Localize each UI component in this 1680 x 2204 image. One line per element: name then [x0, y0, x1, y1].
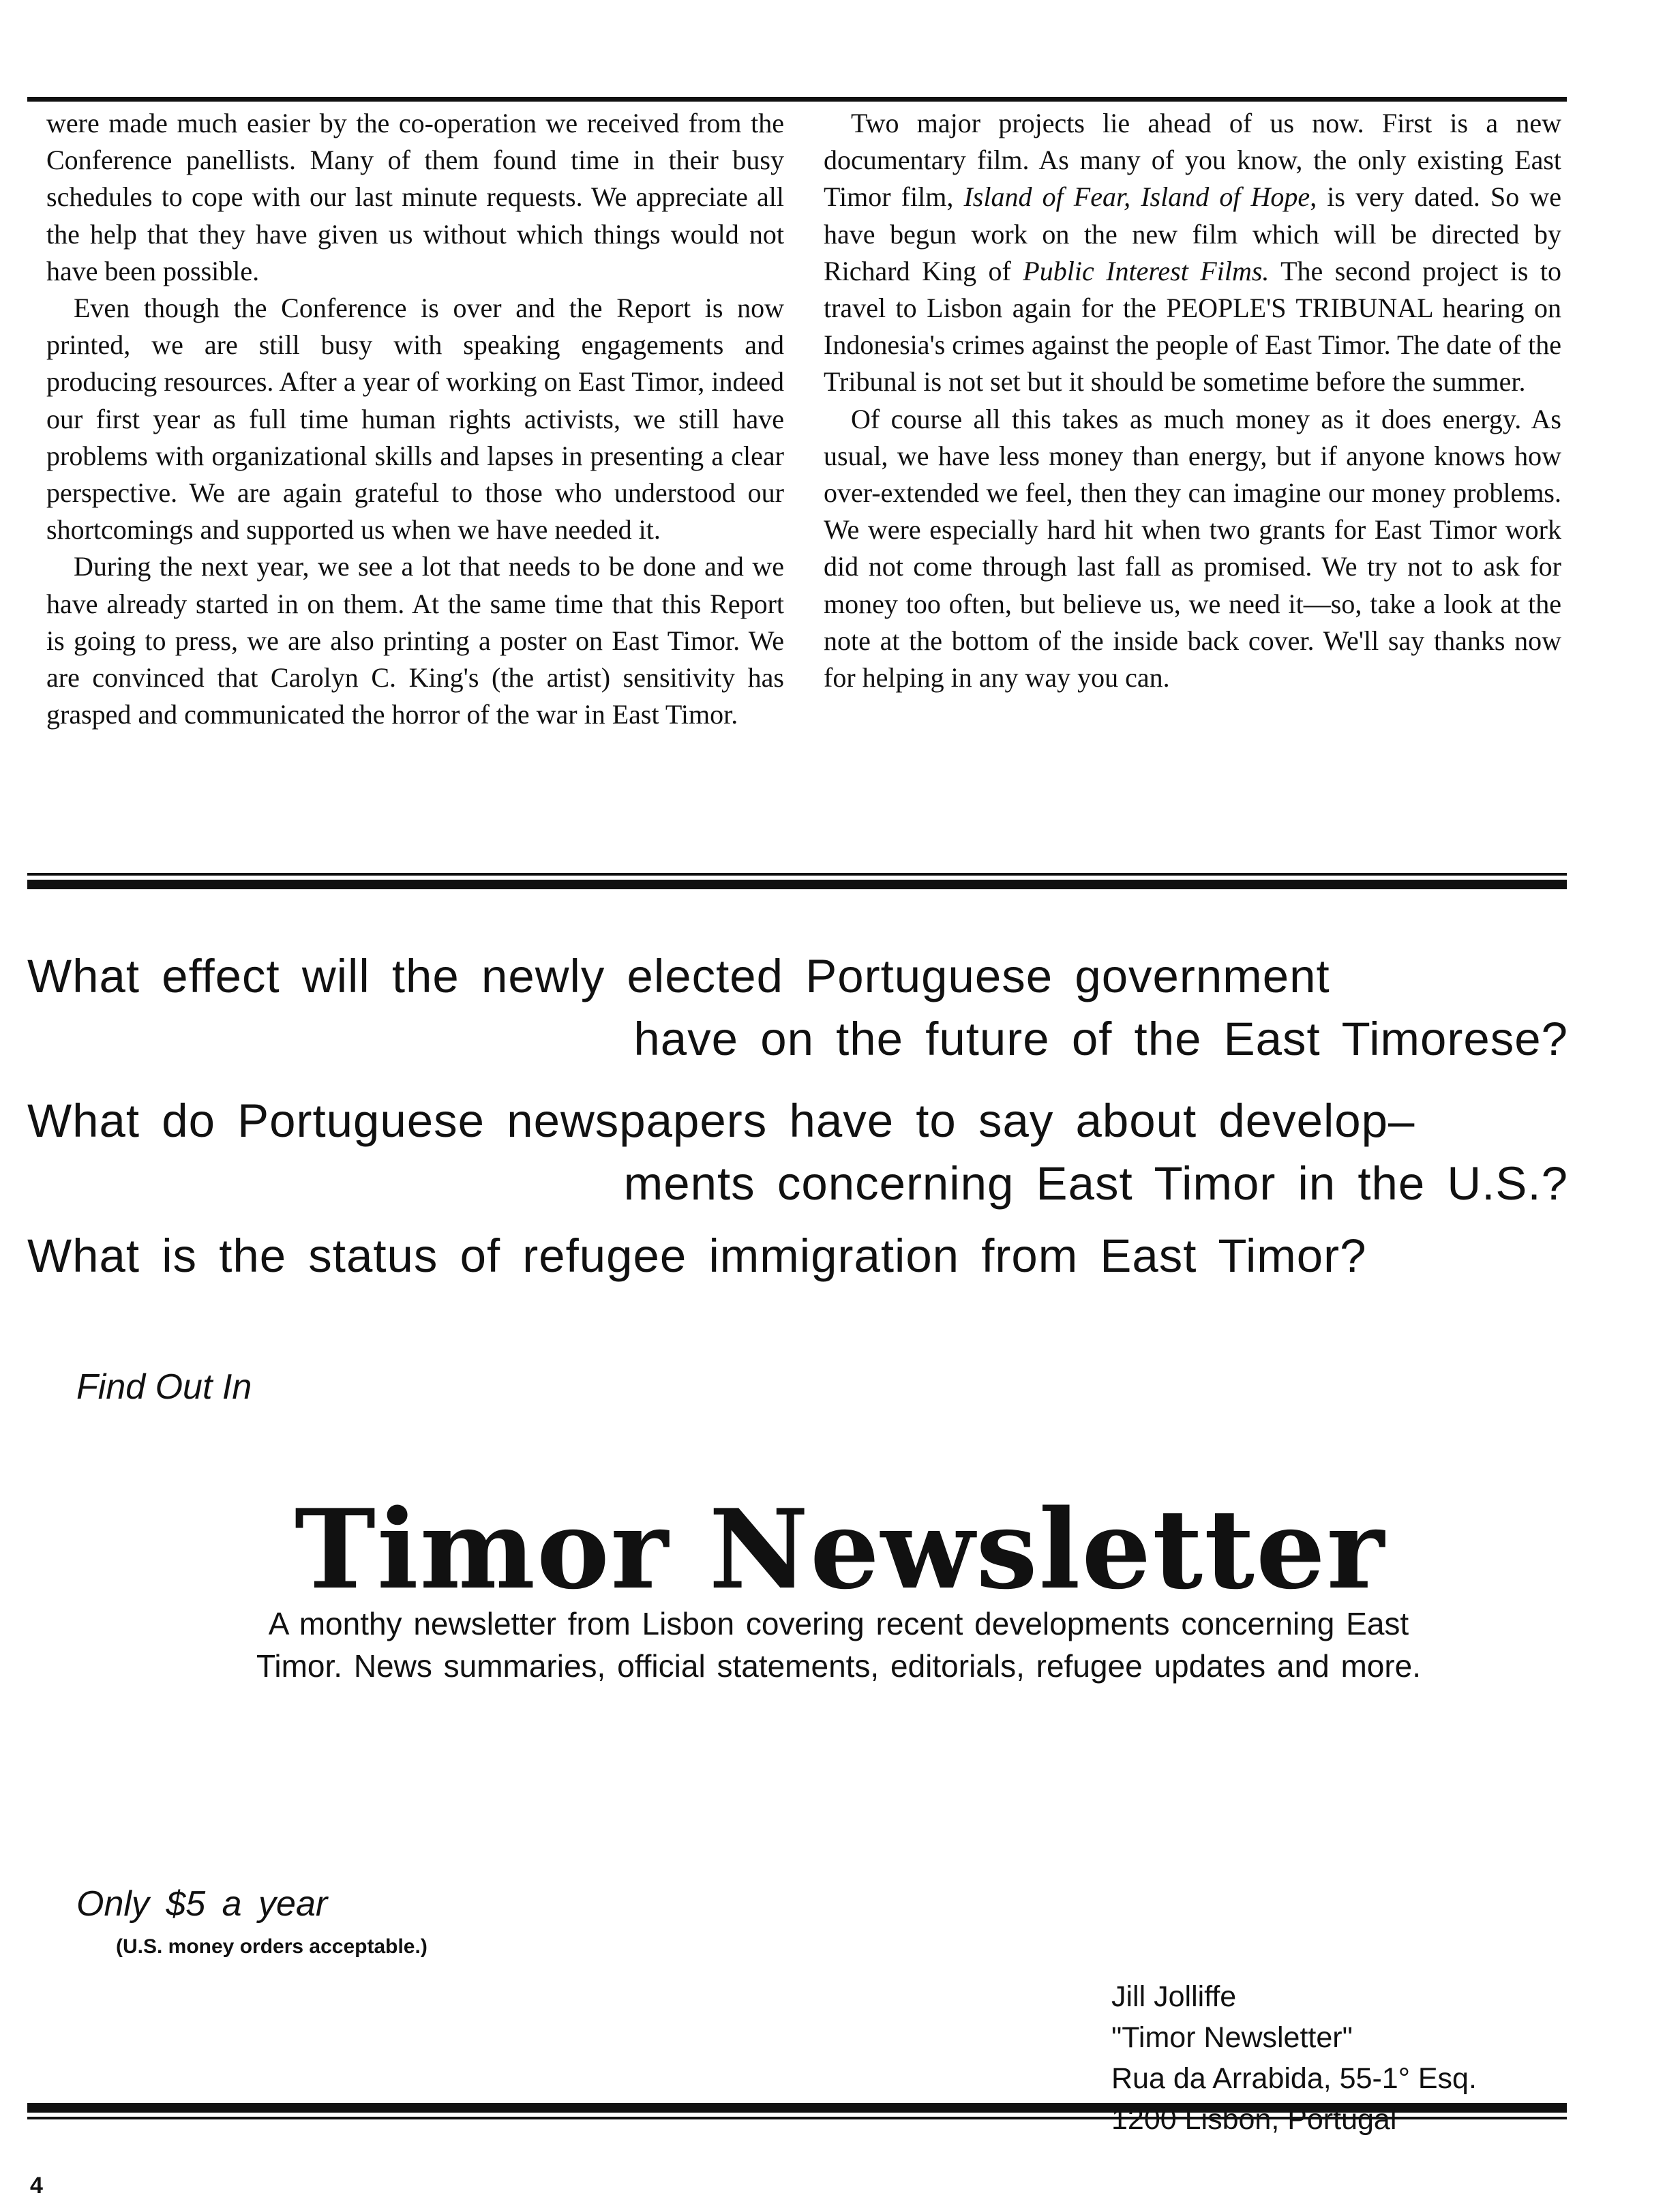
column-bottom-rule-thin	[27, 873, 1567, 876]
right-paragraph-2: Of course all this takes as much money as it does energy. As usual, we have less money than energy, but if anyone knows how over-extended we feel, then they can imagine our money problems. We were especially hard hit when two grants for East Timor work did not come through last fall as promised. We try not to ask for money too often, but believe us, we need it—so, take a look at the note at the bottom of the inside back cover. We'll say thanks now for helping in any way you can.	[824, 403, 1561, 694]
ad-question-3: What is the status of refugee immigration from East Timor?	[27, 1230, 1367, 1282]
subscription-price: Only $5 a year	[76, 1884, 328, 1924]
tagline-line-2: Timor. News summaries, official statements, editorials, refugee updates and more.	[256, 1648, 1422, 1684]
find-out-label: Find Out In	[76, 1367, 252, 1407]
payment-note: (U.S. money orders acceptable.)	[116, 1935, 427, 1958]
left-paragraph-3: During the next year, we see a lot that needs to be done and we have already started in on them. At the same time that this Report is going to press, we are also printing a poster on East Timor. We are convinced that Carolyn C. King's (the artist) sensitivity has grasped and communicated the horror of the war in East Timor.	[46, 551, 784, 730]
page-number: 4	[30, 2173, 43, 2199]
article-left-column	[46, 105, 784, 733]
tagline-line-1: A monthy newsletter from Lisbon covering recent developments concerning East	[268, 1606, 1409, 1641]
address-line-4: 1200 Lisbon, Portugal	[1111, 2103, 1397, 2136]
newsletter-masthead: Timor Newsletter	[294, 1485, 1386, 1613]
ad-question-1: What effect will the newly elected Portuguese government have on the future of the East Timorese?	[27, 950, 1568, 1065]
address-line-3: Rua da Arrabida, 55-1° Esq.	[1111, 2062, 1477, 2095]
top-rule	[27, 97, 1567, 102]
mailing-address	[1111, 1976, 1477, 2140]
address-line-2: "Timor Newsletter"	[1111, 2021, 1353, 2054]
ad-question-2: What do Portuguese newspapers have to say about develop– ments concerning East Timor in the U.S.?	[27, 1094, 1568, 1210]
left-paragraph-2: Even though the Conference is over and the Report is now printed, we are still busy with speaking engagements and producing resources. After a year of working on East Timor, indeed our first year as full time human rights activists, we still have problems with organizational skills and lapses in presenting a clear perspective. We are again grateful to those who understood our shortcomings and supported us when we have needed it.	[46, 293, 784, 546]
column-bottom-rule-thick	[27, 880, 1567, 889]
left-paragraph-1: were made much easier by the co-operation we received from the Conference panellists. Many of them found time in their busy schedules to cope with our last minute requests. We appreciate all the help that they have given us without which things would not have been possible.	[46, 108, 784, 286]
film-title: Island of Fear, Island of Hope	[963, 181, 1310, 213]
right-paragraph-1: Two major projects lie ahead of us now. First is a new documentary film. As many of you know, the only existing East Timor film, Island of Fear, Island of Hope, is very dated. So we have begun work on the new film which will be directed by Richard King of Public Interest Films. The second project is to travel to Lisbon again for the PEOPLE'S TRIBUNAL hearing on Indonesia's crimes against the people of East Timor. The date of the Tribunal is not set but it should be sometime before the summer.	[824, 108, 1562, 398]
address-line-1: Jill Jolliffe	[1111, 1980, 1237, 2013]
article-right-column	[824, 105, 1561, 696]
company-name: Public Interest Films.	[1023, 255, 1270, 286]
newsletter-tagline	[136, 1603, 1541, 1687]
